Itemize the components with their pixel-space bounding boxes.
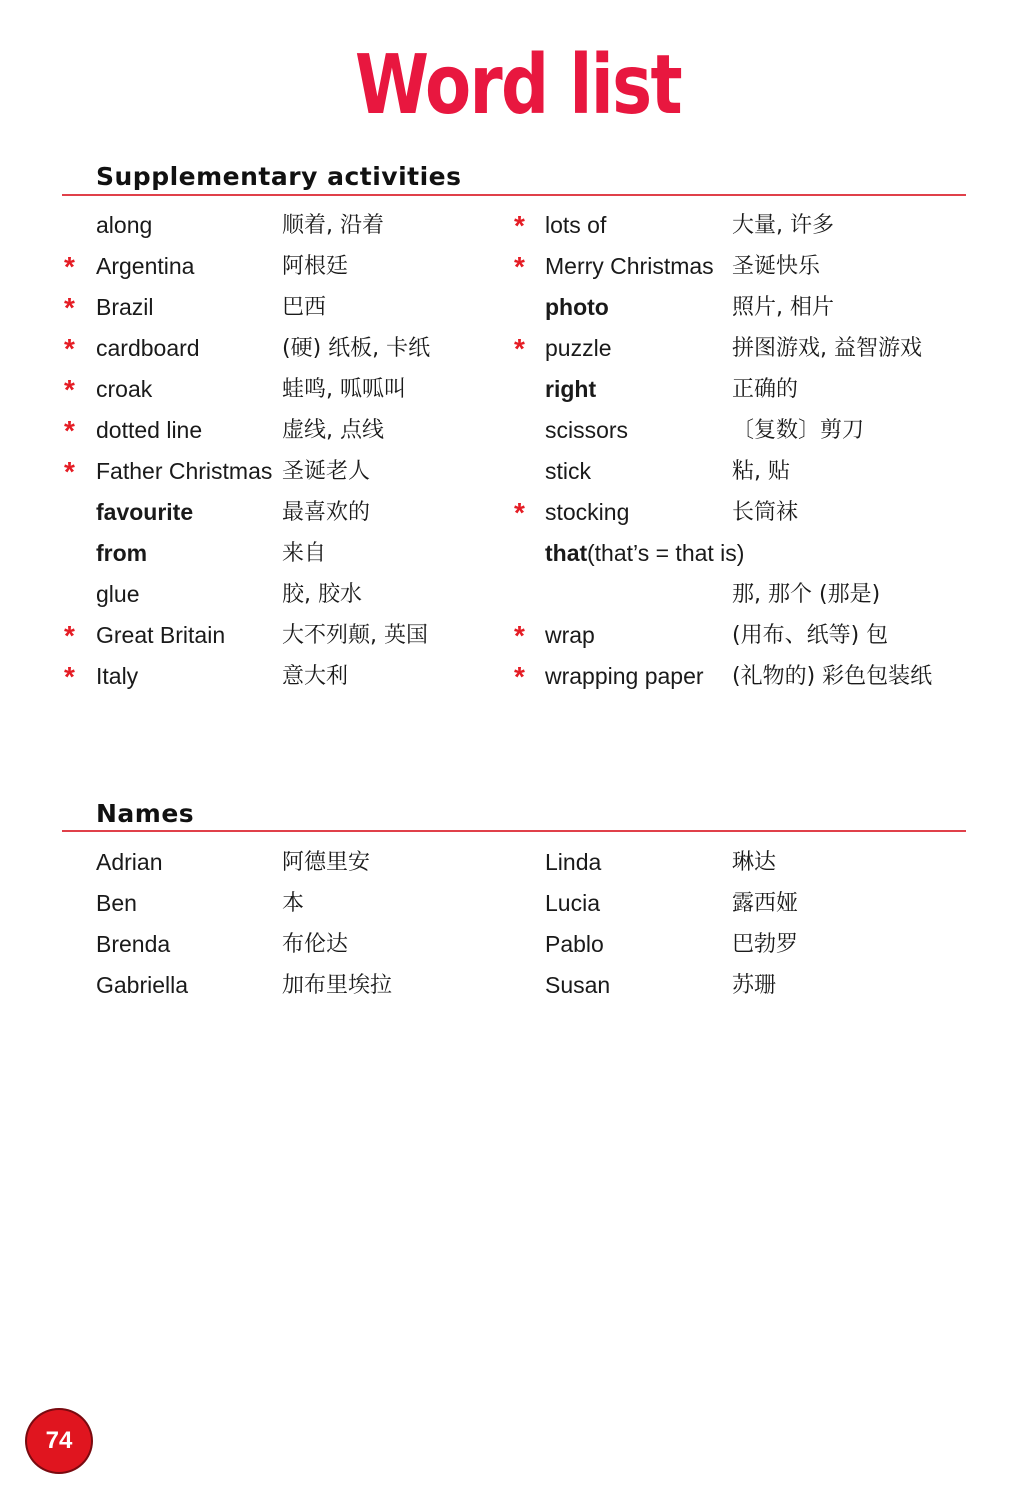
star-icon: * bbox=[514, 333, 525, 364]
chinese-meaning: 苏珊 bbox=[732, 973, 777, 998]
word-row bbox=[0, 656, 1024, 697]
chinese-meaning: 照片, 相片 bbox=[732, 295, 834, 320]
star-icon: * bbox=[514, 210, 525, 241]
chinese-meaning: 本 bbox=[282, 891, 305, 916]
star-icon: * bbox=[64, 661, 75, 692]
word-row bbox=[0, 842, 1024, 883]
english-word: Linda bbox=[545, 849, 602, 875]
chinese-meaning: 拼图游戏, 益智游戏 bbox=[732, 336, 922, 361]
word-row bbox=[0, 615, 1024, 656]
word-row bbox=[0, 246, 1024, 287]
english-word: Merry Christmas bbox=[545, 253, 714, 279]
chinese-meaning: 粘, 贴 bbox=[732, 459, 790, 484]
english-word: Pablo bbox=[545, 931, 604, 957]
english-word: puzzle bbox=[545, 335, 612, 361]
chinese-meaning: 露西娅 bbox=[732, 891, 799, 916]
chinese-meaning: 顺着, 沿着 bbox=[282, 213, 384, 238]
english-word: croak bbox=[96, 376, 153, 402]
chinese-meaning: (硬) 纸板, 卡纸 bbox=[282, 336, 431, 361]
chinese-meaning: 巴勃罗 bbox=[732, 932, 799, 957]
star-icon: * bbox=[514, 251, 525, 282]
word-row bbox=[0, 924, 1024, 965]
english-word: wrap bbox=[545, 622, 595, 648]
english-word: along bbox=[96, 212, 153, 238]
english-word: Gabriella bbox=[96, 972, 189, 998]
chinese-meaning: 长筒袜 bbox=[732, 500, 799, 525]
chinese-meaning: (用布、纸等) 包 bbox=[732, 623, 889, 648]
chinese-meaning: 最喜欢的 bbox=[282, 500, 371, 525]
chinese-meaning: 阿德里安 bbox=[282, 850, 371, 875]
word-row bbox=[0, 883, 1024, 924]
english-word: favourite bbox=[96, 499, 194, 525]
page-number-badge: 74 bbox=[25, 1408, 93, 1474]
chinese-meaning: 巴西 bbox=[282, 295, 327, 320]
english-word: that bbox=[545, 540, 588, 566]
word-row bbox=[0, 574, 1024, 615]
chinese-meaning: 阿根廷 bbox=[282, 254, 349, 279]
word-row bbox=[0, 492, 1024, 533]
chinese-meaning: 琳达 bbox=[732, 850, 777, 875]
english-word: Italy bbox=[96, 663, 139, 689]
chinese-meaning: 圣诞快乐 bbox=[732, 254, 821, 279]
english-word: Lucia bbox=[545, 890, 600, 916]
english-word: glue bbox=[96, 581, 140, 607]
star-icon: * bbox=[64, 456, 75, 487]
page-title: Word list bbox=[354, 38, 682, 133]
english-word: Argentina bbox=[96, 253, 195, 279]
star-icon: * bbox=[514, 620, 525, 651]
english-word: stocking bbox=[545, 499, 630, 525]
chinese-meaning: 布伦达 bbox=[282, 932, 349, 957]
word-row bbox=[0, 287, 1024, 328]
word-row bbox=[0, 205, 1024, 246]
english-word: Brenda bbox=[96, 931, 171, 957]
word-row bbox=[0, 451, 1024, 492]
star-icon: * bbox=[64, 251, 75, 282]
english-word: stick bbox=[545, 458, 591, 484]
chinese-meaning: 大不列颠, 英国 bbox=[282, 623, 428, 648]
word-row bbox=[0, 369, 1024, 410]
section-heading-names: Names bbox=[96, 799, 195, 828]
chinese-meaning: 意大利 bbox=[282, 664, 349, 689]
chinese-meaning: (礼物的) 彩色包装纸 bbox=[732, 664, 933, 689]
star-icon: * bbox=[64, 333, 75, 364]
english-word: dotted line bbox=[96, 417, 203, 443]
star-icon: * bbox=[64, 292, 75, 323]
chinese-meaning: 那, 那个 (那是) bbox=[732, 582, 881, 607]
english-word: Adrian bbox=[96, 849, 163, 875]
english-word: photo bbox=[545, 294, 609, 320]
section-heading-supplementary: Supplementary activities bbox=[96, 162, 462, 191]
english-word: Brazil bbox=[96, 294, 154, 320]
chinese-meaning: 加布里埃拉 bbox=[282, 973, 393, 998]
english-word: Ben bbox=[96, 890, 137, 916]
chinese-meaning: 〔复数〕剪刀 bbox=[732, 418, 865, 443]
chinese-meaning: 蛙鸣, 呱呱叫 bbox=[282, 377, 406, 402]
english-word: cardboard bbox=[96, 335, 200, 361]
english-word-note: (that’s = that is) bbox=[587, 540, 745, 566]
word-row bbox=[0, 328, 1024, 369]
english-word: lots of bbox=[545, 212, 607, 238]
chinese-meaning: 圣诞老人 bbox=[282, 459, 371, 484]
english-word: from bbox=[96, 540, 148, 566]
chinese-meaning: 正确的 bbox=[732, 377, 799, 402]
english-word: right bbox=[545, 376, 597, 402]
english-word: Great Britain bbox=[96, 622, 226, 648]
english-word: wrapping paper bbox=[545, 663, 704, 689]
word-row bbox=[0, 410, 1024, 451]
english-word: Susan bbox=[545, 972, 611, 998]
chinese-meaning: 大量, 许多 bbox=[732, 213, 834, 238]
chinese-meaning: 胶, 胶水 bbox=[282, 582, 362, 607]
chinese-meaning: 来自 bbox=[282, 541, 327, 566]
english-word: Father Christmas bbox=[96, 458, 273, 484]
word-row bbox=[0, 965, 1024, 1006]
word-row bbox=[0, 533, 1024, 574]
chinese-meaning: 虚线, 点线 bbox=[282, 418, 384, 443]
star-icon: * bbox=[64, 374, 75, 405]
english-word: scissors bbox=[545, 417, 629, 443]
section-divider bbox=[62, 830, 966, 832]
section-divider bbox=[62, 194, 966, 196]
star-icon: * bbox=[64, 620, 75, 651]
star-icon: * bbox=[514, 661, 525, 692]
star-icon: * bbox=[64, 415, 75, 446]
star-icon: * bbox=[514, 497, 525, 528]
